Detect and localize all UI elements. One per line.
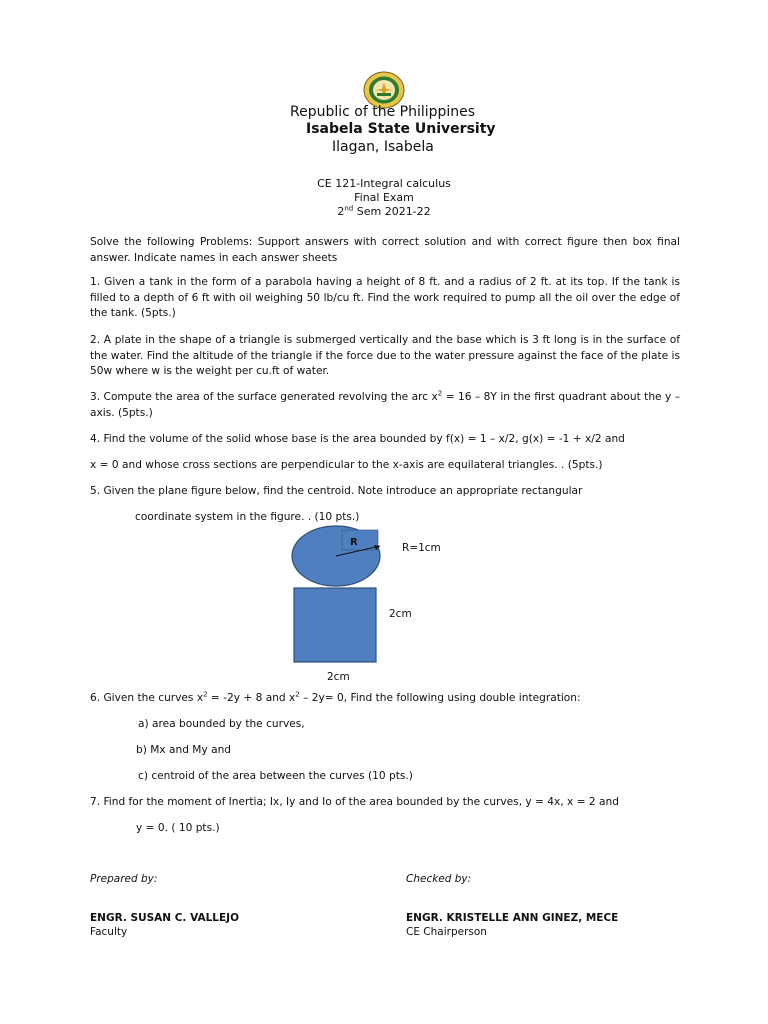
- problem-6: 6. Given the curves $x^2 = -2y + 8$ and $x^2 - 2y= 0$, Find the following using double integration:: [90, 690, 581, 704]
- radius-label: R=1cm: [402, 542, 441, 554]
- instructions: Solve the following Problems: Support answers with correct solution and with correct figure then box final answer. Indicate names in each answer sheets: [90, 236, 680, 264]
- problem-7-line-2: y = 0. ( 10 pts.): [136, 822, 220, 834]
- problem-1: 1. Given a tank in the form of a parabola having a height of 8 ft. and a radius of 2 ft. at its top. If the tank is filled to a depth of 6 ft with oil weighing 50 lb/cu ft. Find the work required to pump all the oil over the edge of the tank. (5pts.): [90, 276, 680, 319]
- problem-6-item-b: b) Mx and My and: [136, 744, 232, 756]
- prepared-by-role: Faculty: [90, 926, 128, 938]
- semester: 2nd Sem 2021-22: [337, 204, 431, 218]
- checked-by-label: Checked by:: [406, 873, 472, 885]
- course-block: [0, 177, 768, 219]
- header-republic: Republic of the Philippines: [290, 104, 476, 120]
- problem-2: 2. A plate in the shape of a triangle is submerged vertically and the base which is 3 ft long is in the surface of the water. Find the altitude of the triangle if the force due to the water pressure against the face of the plate is 50w where w is the weight per cu.ft of water.: [90, 334, 680, 377]
- width-label: 2cm: [327, 671, 350, 683]
- prepared-by-label: Prepared by:: [90, 873, 158, 885]
- prepared-by-name: ENGR. SUSAN C. VALLEJO: [90, 912, 239, 924]
- exam-title: Final Exam: [354, 191, 414, 204]
- header-location: Ilagan, Isabela: [332, 139, 434, 155]
- problem-6-item-a: a) area bounded by the curves,: [138, 718, 305, 730]
- height-label: 2cm: [389, 608, 412, 620]
- centroid-figure: [288, 524, 468, 686]
- problem-7-line-1: 7. Find for the moment of Inertia; Ix, Iy and Io of the area bounded by the curves, y = 4x, x = 2 and: [90, 796, 619, 808]
- problem-5-line-2: coordinate system in the figure. . (10 pts.): [135, 511, 360, 523]
- radius-tag: R: [350, 537, 358, 548]
- problem-5-line-1: 5. Given the plane figure below, find the centroid. Note introduce an appropriate rectangular: [90, 485, 583, 497]
- course-code: CE 121-Integral calculus: [317, 177, 451, 190]
- radius-tag-box: [342, 530, 378, 550]
- checked-by-role: CE Chairperson: [406, 926, 487, 938]
- header-university: Isabela State University: [306, 121, 496, 137]
- problem-4-line-2: x = 0 and whose cross sections are perpendicular to the x-axis are equilateral triangles. . (5pts.): [90, 459, 603, 471]
- problem-3: 3. Compute the area of the surface generated revolving the arc $x^2 = 16 - 8Y$ in the first quadrant about the y – axis. (5pts.): [90, 389, 681, 419]
- problem-4-line-1: 4. Find the volume of the solid whose base is the area bounded by f(x) = 1 – x/2, g(x) = -1 + x/2 and: [90, 433, 625, 445]
- problem-6-item-c: c) centroid of the area between the curves (10 pts.): [138, 770, 413, 782]
- checked-by-name: ENGR. KRISTELLE ANN GINEZ, MECE: [406, 912, 619, 924]
- square-shape: [294, 588, 376, 662]
